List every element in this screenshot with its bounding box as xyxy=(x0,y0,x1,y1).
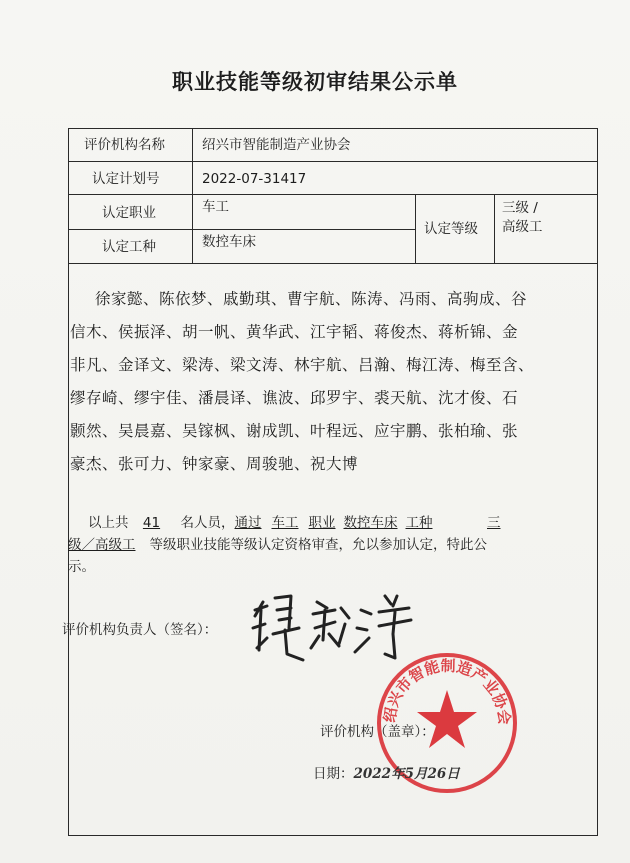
level-value-line1: 三级 / xyxy=(502,200,538,216)
plan-number-label: 认定计划号 xyxy=(92,171,160,187)
work-type-label: 认定工种 xyxy=(102,239,156,255)
plan-number-value: 2022-07-31417 xyxy=(202,171,307,187)
row-divider xyxy=(68,161,598,162)
statement-pass: 通过 xyxy=(234,515,262,531)
names-line: 非凡、金译文、梁涛、梁文涛、林宇航、吕瀚、梅江涛、梅至含、 xyxy=(70,356,535,374)
row-divider xyxy=(68,229,415,230)
column-divider xyxy=(192,128,193,263)
names-line: 豪杰、张可力、钟家豪、周骏驰、祝大博 xyxy=(70,455,359,473)
row-divider xyxy=(68,263,598,264)
signer-label: 评价机构负责人（签名）： xyxy=(62,622,218,638)
page-title: 职业技能等级初审结果公示单 xyxy=(172,70,458,94)
level-label: 认定等级 xyxy=(424,221,478,237)
occupation-label: 认定职业 xyxy=(102,205,156,221)
statement-line-2 xyxy=(68,534,487,556)
statement-prefix: 以上共 xyxy=(88,515,129,531)
column-divider xyxy=(415,194,416,263)
statement-occupation: 车工 xyxy=(271,515,299,531)
statement-level-part2: 级／高级工 xyxy=(68,537,136,553)
level-value-line2: 高级工 xyxy=(502,219,543,235)
org-stamp-label: 评价机构（盖章）： xyxy=(320,724,435,740)
date-row xyxy=(313,762,460,782)
names-line: 徐家懿、陈依梦、戚勤琪、曹宇航、陈涛、冯雨、高驹成、谷 xyxy=(95,290,528,308)
statement-type-word: 工种 xyxy=(405,515,433,531)
statement-line-3: 示。 xyxy=(68,559,95,575)
statement-mid: 名人员， xyxy=(180,515,235,531)
names-line: 信木、侯振泽、胡一帆、黄华武、江宇韬、蒋俊杰、蒋析锦、金 xyxy=(70,323,519,341)
org-name-value: 绍兴市智能制造产业协会 xyxy=(202,137,351,153)
date-value: 2022年5月26日 xyxy=(353,766,460,782)
names-line: 缪存崎、缪宇佳、潘晨译、谯波、邱罗宇、裘天航、沈才俊、石 xyxy=(70,389,519,407)
candidate-names xyxy=(70,283,585,481)
occupation-value: 车工 xyxy=(202,199,229,215)
row-divider xyxy=(68,194,598,195)
date-label: 日期： xyxy=(313,766,354,782)
statement-rest: 等级职业技能等级认定资格审查，允以参加认定，特此公 xyxy=(149,537,487,553)
statement-level-part1: 三 xyxy=(487,515,501,531)
work-type-value: 数控车床 xyxy=(202,234,256,250)
statement-line-1 xyxy=(88,512,501,534)
statement-work-type: 数控车床 xyxy=(343,515,398,531)
column-divider xyxy=(494,194,495,263)
statement-count: 41 xyxy=(142,515,161,531)
names-line: 颢然、吴晨嘉、吴镓枫、谢成凯、叶程远、应宇鹏、张柏瑜、张 xyxy=(70,422,519,440)
seal-text: 绍兴市智能制造产业协会 xyxy=(380,656,514,726)
org-name-label: 评价机构名称 xyxy=(84,137,165,153)
statement-occ-word: 职业 xyxy=(308,515,336,531)
